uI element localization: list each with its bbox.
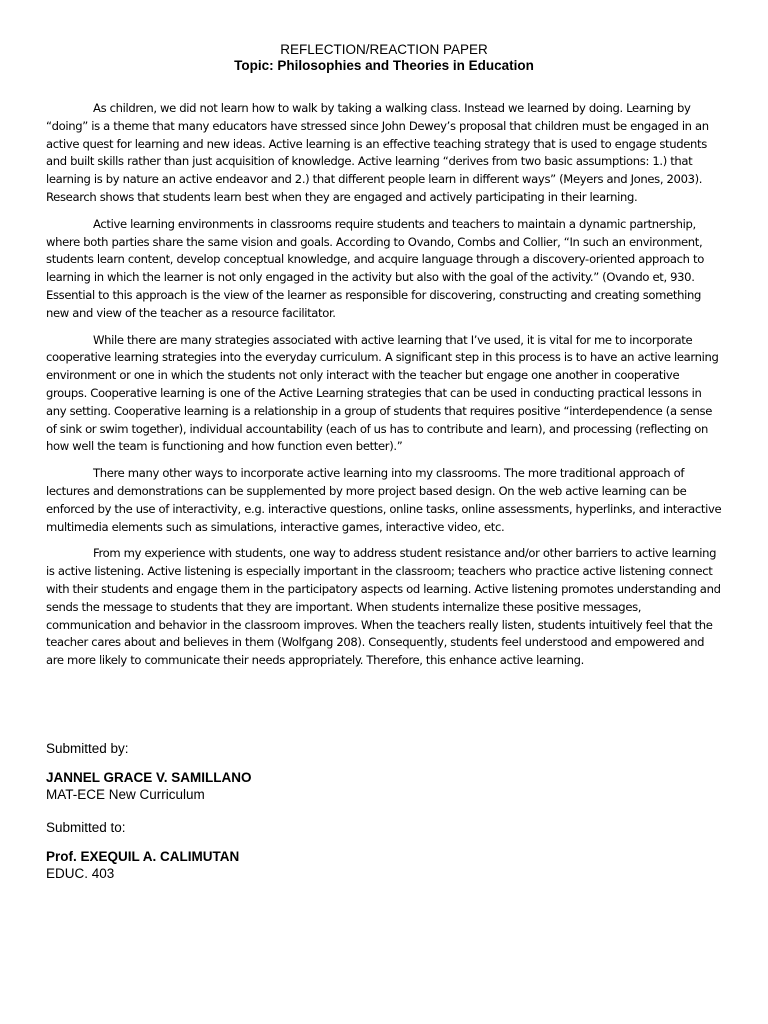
course-code: EDUC. 403: [46, 866, 115, 881]
page-topic: Topic: Philosophies and Theories in Education: [234, 58, 534, 73]
page-title: REFLECTION/REACTION PAPER: [280, 42, 488, 57]
submitted-by-label: Submitted by:: [46, 741, 129, 756]
submitted-to-label: Submitted to:: [46, 820, 126, 835]
paragraph-3: While there are many strategies associated with active learning that I’ve used, it is vital for me to incorporate cooperative learning strategies into the everyday curriculum. A significant step in this process is to have an active learning environment or one in which the students not only interact with the teacher but engage one another in cooperative groups. Cooperative learning is one of the Active Learning strategies that can be used in conducting practical lessons in any setting. Cooperative learning is a relationship in a group of students that requires positive “interdependence (a sense of sink or swim together), individual accountability (each of us has to contribute and learn), and processing (reflecting on how well the team is functioning and how function even better).”: [46, 332, 719, 454]
paragraph-2: Active learning environments in classrooms require students and teachers to maintain a dynamic partnership, where both parties share the same vision and goals. According to Ovando, Combs and Collier, “In such an environment, students learn content, develop conceptual knowledge, and acquire language through a discovery-oriented approach to learning in which the learner is not only engaged in the activity but also with the goal of the activity.” (Ovando et, 930. Essential to this approach is the view of the learner as responsible for discovering, constructing and creating something new and view of the teacher as a resource facilitator.: [46, 216, 704, 320]
document-header: [0, 42, 768, 74]
author-name: JANNEL GRACE V. SAMILLANO: [46, 770, 252, 785]
author-program: MAT-ECE New Curriculum: [46, 787, 205, 802]
paragraph-5: From my experience with students, one way to address student resistance and/or other barriers to active learning is active listening. Active listening is especially important in the classroom; teachers who practice active listening connect with their students and engage them in the participatory aspects od learning. Active listening promotes understanding and sends the message to students that they are important. When students internalize these positive messages, communication and behavior in the classroom improves. When the teachers really listen, students intuitively feel that the teacher cares about and believes in them (Wolfgang 208). Consequently, students feel understood and empowered and are more likely to communicate their needs appropriately. Therefore, this enhance active learning.: [46, 546, 721, 668]
paragraph-1: As children, we did not learn how to walk by taking a walking class. Instead we learned by doing. Learning by “doing” is a theme that many educators have stressed since John Dewey’s proposal that children must be engaged in an active quest for learning and new ideas. Active learning is an effective teaching strategy that is used to engage students and built skills rather than just acquisition of knowledge. Active learning “derives from two basic assumptions: 1.) that learning is by nature an active endeavor and 2.) that different people learn in different ways” (Meyers and Jones, 2003). Research shows that students learn best when they are engaged and actively participating in their learning.: [46, 101, 709, 204]
submission-block: [46, 740, 646, 898]
paragraph-4: There many other ways to incorporate active learning into my classrooms. The more traditional approach of lectures and demonstrations can be supplemented by more project based design. On the web active learning can be enforced by the use of interactivity, e.g. interactive questions, online tasks, online assessments, hyperlinks, and interactive multimedia elements such as simulations, interactive games, interactive video, etc.: [46, 466, 722, 534]
document-body: [46, 100, 723, 679]
instructor-name: Prof. EXEQUIL A. CALIMUTAN: [46, 849, 240, 864]
